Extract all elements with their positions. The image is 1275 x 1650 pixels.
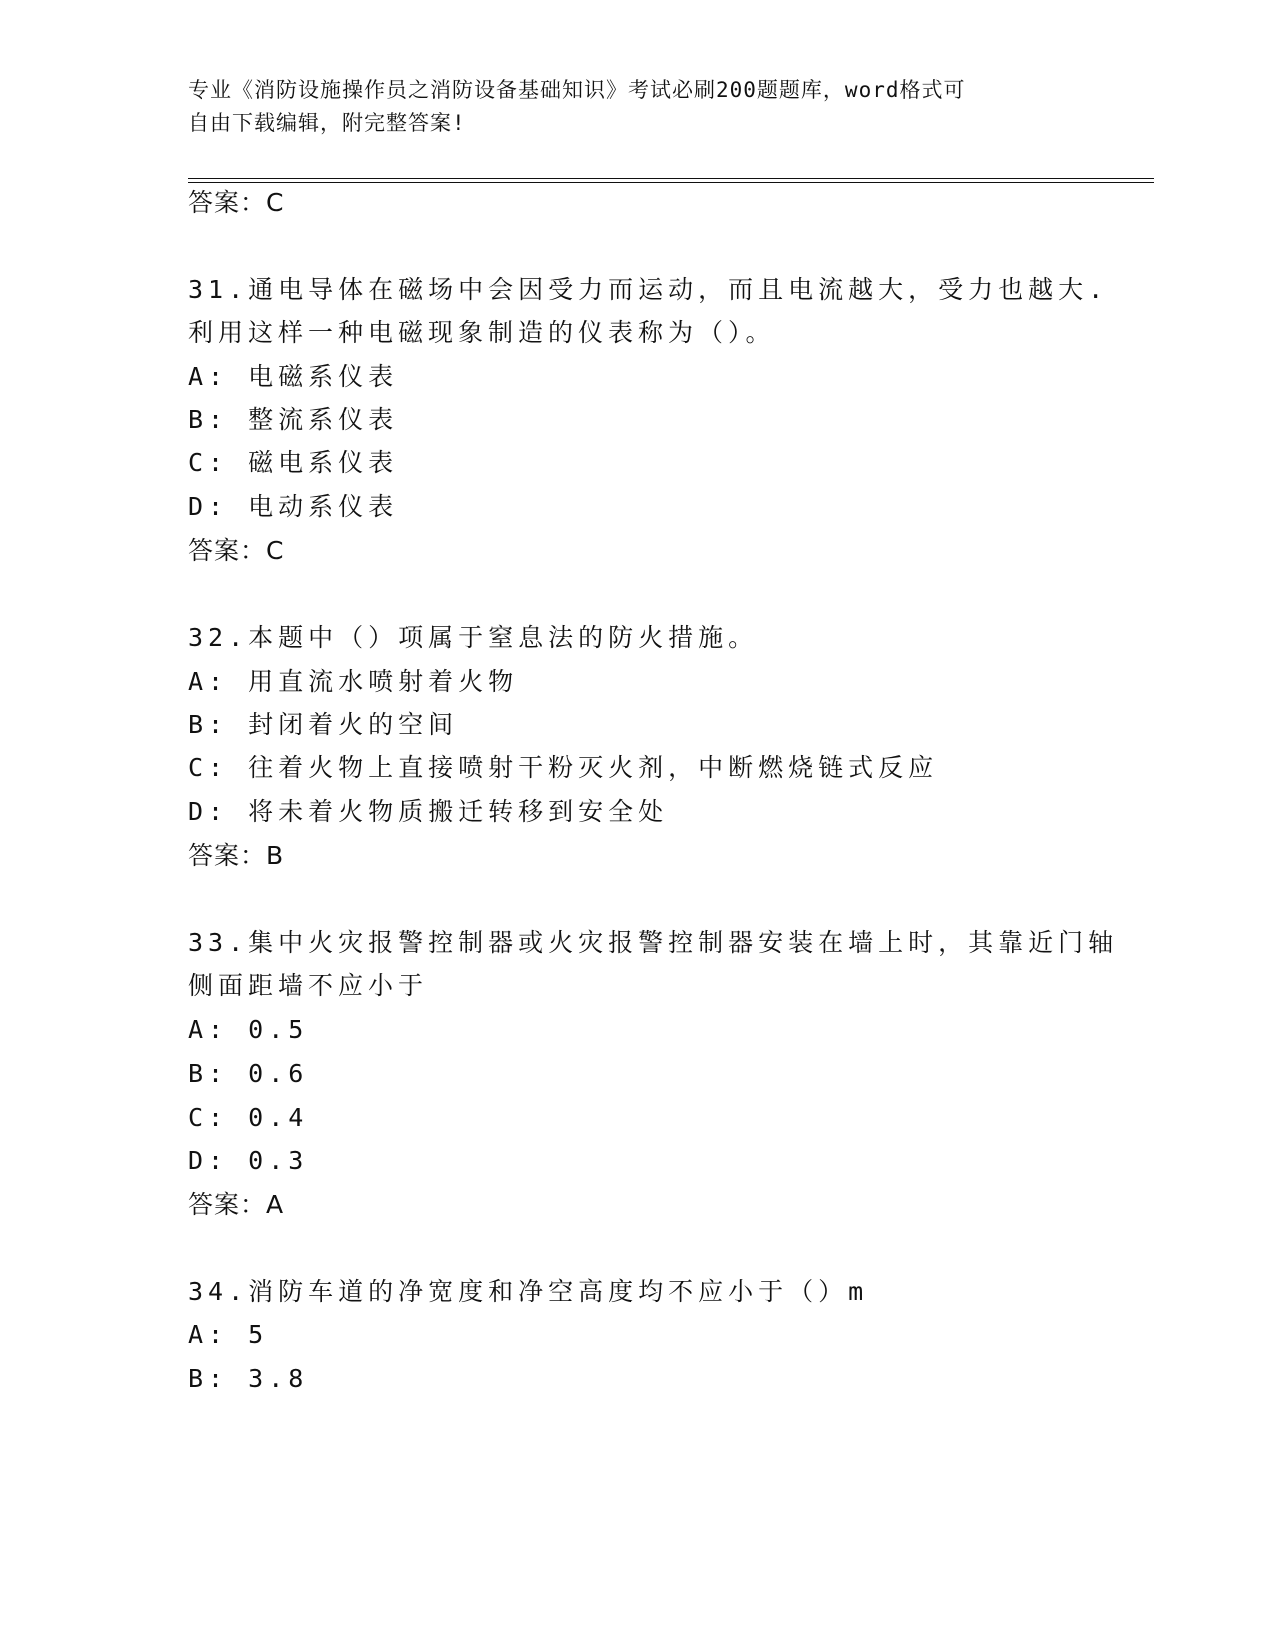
q33-option-a: A: 0.5 — [188, 1015, 309, 1044]
q31-stem-line-1: 31.通电导体在磁场中会因受力而运动，而且电流越大，受力也越大. — [188, 275, 1109, 304]
q32-option-b: B: 封闭着火的空间 — [188, 710, 459, 739]
document-header — [188, 74, 1088, 140]
q34-option-b: B: 3.8 — [188, 1364, 309, 1393]
answer-q30: 答案：C — [188, 188, 285, 217]
answer-q31: 答案：C — [188, 536, 285, 565]
q32-stem-line-1: 32.本题中（）项属于窒息法的防火措施。 — [188, 623, 759, 652]
q34-option-a: A: 5 — [188, 1320, 269, 1349]
q33-option-b: B: 0.6 — [188, 1059, 309, 1088]
q33-option-d: D: 0.3 — [188, 1146, 309, 1175]
answer-q33: 答案：A — [188, 1190, 285, 1219]
q31-option-a: A: 电磁系仪表 — [188, 362, 399, 391]
q33-stem-line-2: 侧面距墙不应小于 — [188, 971, 429, 1000]
header-divider — [188, 178, 1154, 183]
q33-stem-line-1: 33.集中火灾报警控制器或火灾报警控制器安装在墙上时，其靠近门轴 — [188, 928, 1119, 957]
answer-q32: 答案：B — [188, 841, 285, 870]
q31-stem-line-2: 利用这样一种电磁现象制造的仪表称为（）。 — [188, 318, 776, 347]
q32-option-a: A: 用直流水喷射着火物 — [188, 667, 519, 696]
q32-option-c: C: 往着火物上直接喷射干粉灭火剂，中断燃烧链式反应 — [188, 753, 939, 782]
header-line-1: 专业《消防设施操作员之消防设备基础知识》考试必刷200题题库，word格式可 — [188, 78, 966, 102]
q33-option-c: C: 0.4 — [188, 1103, 309, 1132]
q32-option-d: D: 将未着火物质搬迁转移到安全处 — [188, 797, 669, 826]
header-line-2: 自由下载编辑，附完整答案! — [188, 111, 466, 135]
q31-option-c: C: 磁电系仪表 — [188, 448, 399, 477]
q34-stem-line-1: 34.消防车道的净宽度和净空高度均不应小于（）m — [188, 1277, 869, 1306]
q31-option-b: B: 整流系仪表 — [188, 405, 399, 434]
q31-option-d: D: 电动系仪表 — [188, 492, 399, 521]
